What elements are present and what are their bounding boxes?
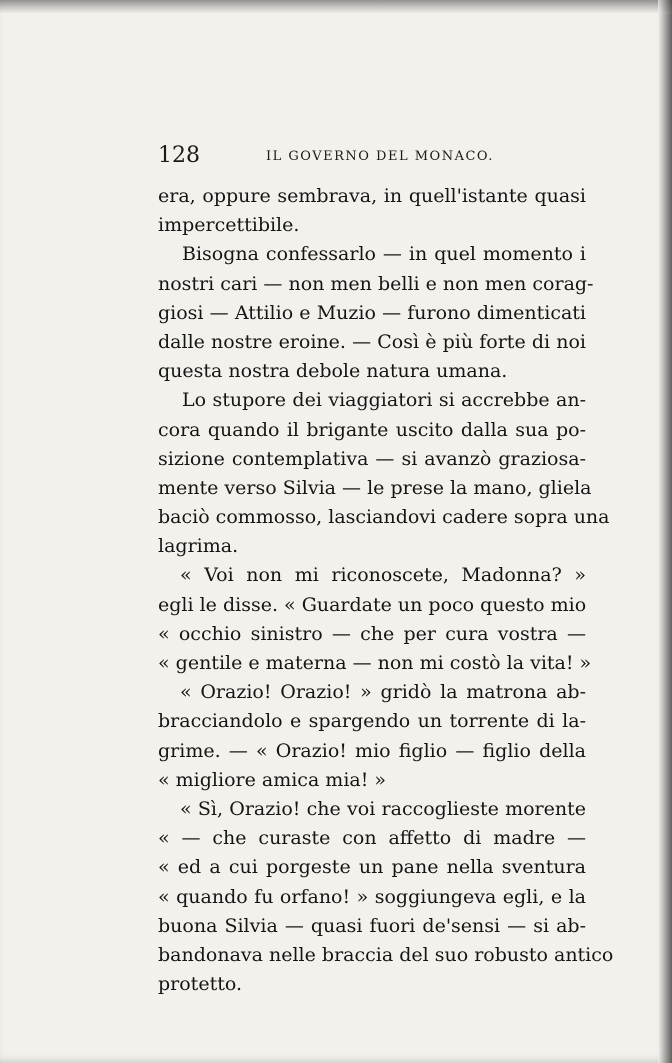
text-line: « occhio sinistro — che per cura vostra — — [158, 622, 586, 645]
text-line: « Sì, Orazio! che voi raccoglieste morente — [180, 797, 586, 820]
text-line: nostri cari — non men belli e non men corag- — [158, 272, 594, 295]
text-line: « ed a cui porgeste un pane nella sventura — [158, 856, 586, 879]
text-line: Lo stupore dei viaggiatori si accrebbe an- — [182, 389, 586, 412]
text-line: dalle nostre eroine. — Così è più forte di noi — [158, 330, 586, 353]
text-line: grime. — « Orazio! mio figlio — figlio della — [158, 739, 586, 762]
text-line: bandonava nelle braccia del suo robusto antico — [158, 943, 614, 966]
text-line: giosi — Attilio e Muzio — furono dimenticati — [158, 301, 586, 324]
running-head: IL GOVERNO DEL MONACO. — [266, 149, 494, 164]
text-line: « Voi non mi riconoscete, Madonna? » — [180, 564, 586, 587]
text-line: « gentile e materna — non mi costò la vita! » — [158, 652, 592, 674]
text-line: « quando fu orfano! » soggiungeva egli, e la — [158, 885, 586, 908]
text-line: baciò commosso, lasciandovi cadere sopra una — [158, 506, 610, 529]
page-number: 128 — [158, 143, 200, 168]
text-line: mente verso Silvia — le prese la mano, gliela — [158, 476, 592, 499]
text-line: « Orazio! Orazio! » gridò la matrona ab- — [180, 681, 586, 704]
text-line: bracciandolo e spargendo un torrente di la- — [158, 710, 586, 733]
text-line: « — che curaste con affetto di madre — — [158, 827, 586, 850]
text-line: cora quando il brigante uscito dalla sua po- — [158, 418, 586, 441]
text-line: lagrima. — [158, 535, 239, 558]
text-line: Bisogna confessarlo — in quel momento i — [182, 243, 586, 266]
text-line: protetto. — [158, 973, 242, 996]
text-line: buona Silvia — quasi fuori de'sensi — si ab- — [158, 914, 586, 937]
body-text — [158, 182, 614, 999]
text-line: egli le disse. « Guardate un poco questo mio — [158, 593, 587, 616]
text-line: impercettibile. — [158, 214, 300, 237]
page-binding-shadow — [658, 0, 672, 1063]
page-top-shadow — [0, 0, 672, 14]
text-line: sizione contemplativa — si avanzò graziosa- — [158, 447, 586, 470]
text-line: questa nostra debole natura umana. — [158, 360, 508, 383]
text-line: « migliore amica mia! » — [158, 768, 387, 791]
text-line: era, oppure sembrava, in quell'istante quasi — [158, 185, 586, 207]
page-header — [158, 142, 588, 172]
